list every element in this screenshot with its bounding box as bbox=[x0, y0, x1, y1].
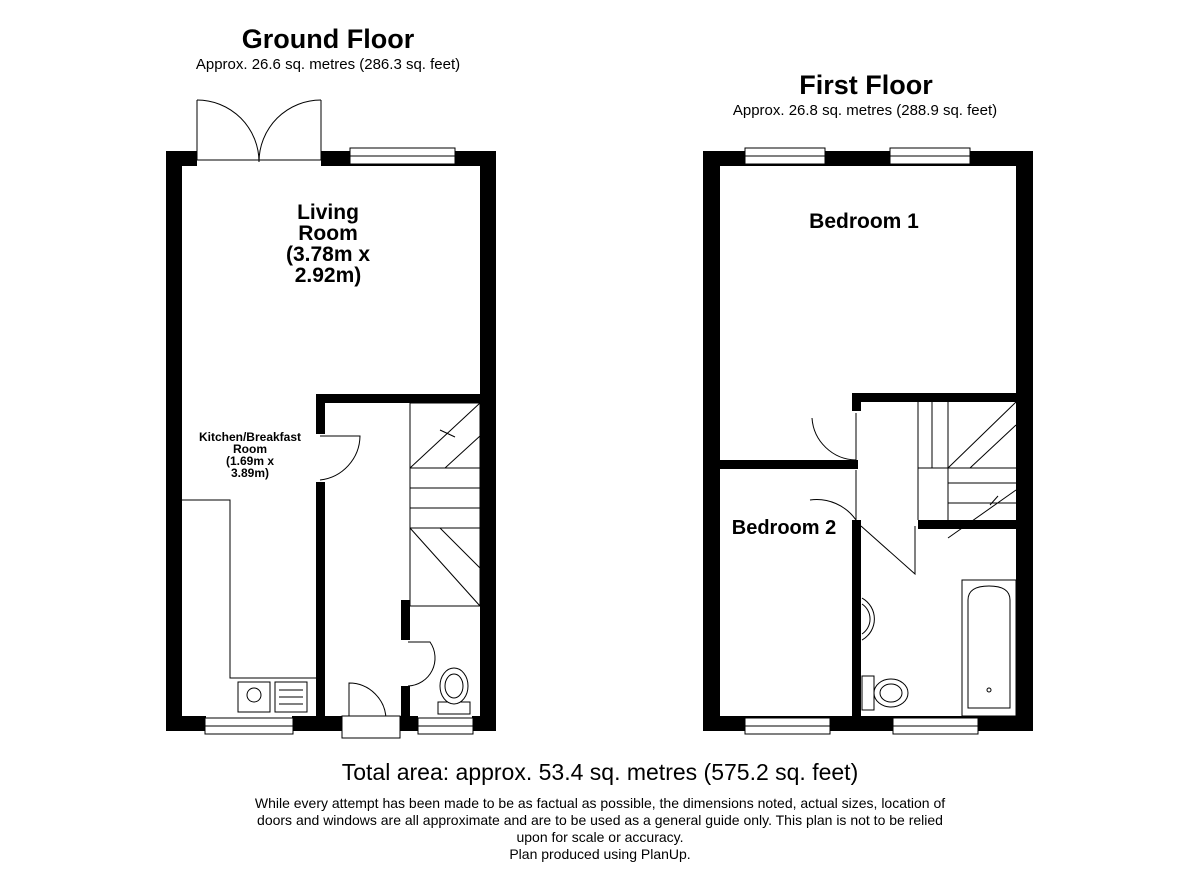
first-floor-area: Approx. 26.8 sq. metres (288.9 sq. feet) bbox=[732, 102, 998, 119]
kitchen-line-1: Kitchen/Breakfast bbox=[198, 430, 302, 444]
first-floor-outer-walls bbox=[703, 151, 1033, 731]
living-room-line-1: Living bbox=[297, 201, 359, 224]
disclaimer-line-4: Plan produced using PlanUp. bbox=[509, 846, 691, 862]
kitchen-label bbox=[180, 431, 320, 479]
ground-floor-area: Approx. 26.6 sq. metres (286.3 sq. feet) bbox=[195, 56, 461, 73]
first-floor-staircase bbox=[918, 402, 1016, 538]
wc-door bbox=[408, 642, 435, 686]
living-room-label bbox=[228, 202, 428, 286]
front-door bbox=[342, 683, 400, 738]
kitchen-worktop bbox=[182, 500, 316, 712]
disclaimer-line-1: While every attempt has been made to be as factual as possible, the dimensions noted, actual sizes, location of bbox=[254, 795, 946, 811]
kitchen-line-3: (1.69m x bbox=[225, 454, 275, 468]
bathtub bbox=[962, 580, 1016, 716]
first-floor-windows bbox=[745, 148, 978, 734]
living-room-line-3: (3.78m x bbox=[285, 243, 371, 266]
first-floor-doors bbox=[810, 413, 915, 574]
ground-floor-plan bbox=[166, 100, 496, 738]
first-floor-plan bbox=[703, 148, 1033, 734]
total-area: Total area: approx. 53.4 sq. metres (575.2 sq. feet) bbox=[341, 759, 859, 785]
first-floor-title: First Floor bbox=[799, 70, 933, 100]
ground-floor-toilet bbox=[438, 668, 470, 714]
disclaimer-line-3: upon for scale or accuracy. bbox=[516, 829, 684, 845]
living-room-french-doors bbox=[197, 100, 321, 162]
kitchen-door bbox=[320, 436, 360, 480]
bedroom-2-label: Bedroom 2 bbox=[731, 517, 837, 539]
ground-floor-staircase bbox=[410, 403, 480, 606]
first-floor-interior-walls bbox=[720, 393, 1016, 716]
living-room-line-4: 2.92m) bbox=[294, 264, 362, 287]
disclaimer-line-2: doors and windows are all approximate and are to be used as a general guide only. This plan is not to be relied bbox=[257, 812, 943, 828]
disclaimer bbox=[150, 795, 1050, 863]
living-room-line-2: Room bbox=[298, 222, 358, 245]
bedroom-1-label: Bedroom 1 bbox=[809, 210, 919, 233]
ground-floor-title: Ground Floor bbox=[241, 24, 415, 54]
basin bbox=[862, 598, 874, 640]
kitchen-line-2: Room bbox=[233, 442, 267, 456]
kitchen-line-4: 3.89m) bbox=[230, 466, 270, 480]
first-floor-toilet bbox=[862, 676, 908, 710]
